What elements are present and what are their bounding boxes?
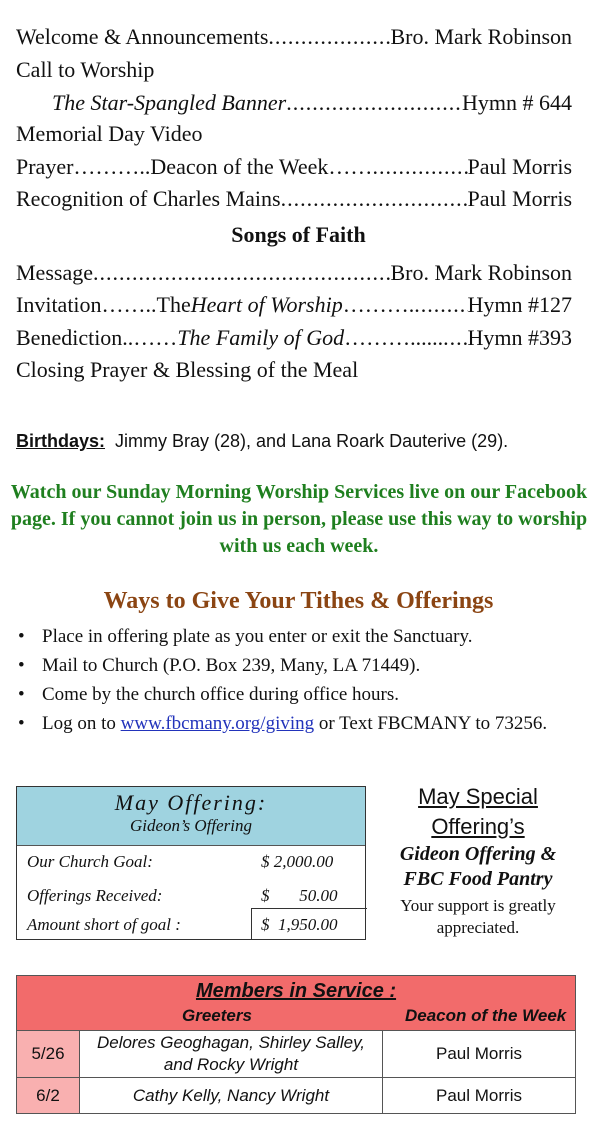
os-benediction (16, 323, 572, 353)
ways-to-give-list (16, 622, 591, 738)
members-header (17, 976, 576, 1031)
special-offering-sub-line: FBC Food Pantry (403, 868, 553, 890)
os-item-hymn: Hymn #127 (467, 292, 572, 317)
os-item-label: Prayer………..Deacon of the Week…… (16, 154, 373, 179)
os-recognition (16, 184, 572, 214)
divider (251, 908, 367, 909)
special-offering-subtitle (372, 842, 584, 892)
os-item-hymn: Hymn # 644 (462, 90, 572, 115)
table-row (17, 1031, 576, 1078)
deacon-cell: Paul Morris (383, 1031, 576, 1078)
offering-label: Our Church Goal: (27, 852, 153, 871)
bullet-icon: • (18, 684, 25, 705)
list-item (16, 622, 591, 651)
os-item-label: Memorial Day Video (16, 121, 203, 146)
may-offering-subtitle: Gideon’s Offering (130, 816, 252, 835)
bullet-icon: • (18, 655, 25, 676)
os-item-leader: Bro. Mark Robinson (390, 260, 572, 285)
os-item-label: Invitation……..The (16, 292, 191, 317)
offering-row-received (17, 881, 365, 911)
ways-to-give-title: Ways to Give Your Tithes & Offerings (103, 588, 494, 614)
list-item-text: or Text FBCMANY to 73256. (314, 713, 548, 734)
service-date: 6/2 (17, 1078, 80, 1114)
os-item-label: Closing Prayer & Blessing of the Meal (16, 357, 359, 382)
os-item-dots: ………. (342, 292, 415, 317)
os-item-label: Recognition of Charles Mains (16, 186, 281, 211)
special-offering-title-line: May Special (418, 784, 538, 809)
os-invitation (16, 290, 572, 320)
greeters-cell: Delores Geoghagan, Shirley Salley, and Rocky Wright (80, 1031, 383, 1078)
offering-value: $ 1,950.00 (261, 915, 338, 934)
list-item (16, 709, 591, 738)
songs-heading: Songs of Faith (231, 222, 366, 247)
os-item-leader: Bro. Mark Robinson (390, 24, 572, 49)
list-item-text: Mail to Church (P.O. Box 239, Many, LA 71449). (42, 655, 421, 676)
list-item-text: Log on to (42, 713, 121, 734)
os-item-dots: ………...... (344, 325, 444, 350)
os-star-spangled (52, 88, 572, 118)
os-item-label: Benediction..…… (16, 325, 178, 350)
may-offering-title: May Offering: (114, 790, 268, 815)
offering-row-goal (17, 847, 365, 877)
may-offering-table (16, 786, 366, 940)
os-welcome (16, 22, 572, 52)
special-offering-title-line: Offering’s (431, 814, 525, 839)
offering-row-short (17, 910, 365, 940)
special-offering-note: Your support is greatly appreciated. (400, 896, 556, 937)
os-item-label: Welcome & Announcements (16, 24, 269, 49)
os-item-label: Message (16, 260, 93, 285)
special-offering-title (372, 782, 584, 842)
offering-label: Offerings Received: (27, 886, 163, 905)
giving-link[interactable]: www.fbcmany.org/giving (120, 713, 315, 734)
deacon-cell: Paul Morris (383, 1078, 576, 1114)
os-memorial-video (16, 119, 572, 149)
watch-notice: Watch our Sunday Morning Worship Services live on our Facebook page. If you cannot join us in person, please use this way to worship with us each week. (10, 481, 588, 557)
os-item-hymn: Hymn #393 (467, 325, 572, 350)
os-item-song: The Family of God (177, 325, 345, 350)
greeters-cell: Cathy Kelly, Nancy Wright (80, 1078, 383, 1114)
list-item-text: Place in offering plate as you enter or exit the Sanctuary. (42, 626, 473, 647)
members-title: Members in Service : (195, 980, 397, 1002)
list-item (16, 651, 591, 680)
list-item (16, 680, 591, 709)
special-offering-sub-line: Gideon Offering & (399, 843, 557, 865)
col-deacon: Deacon of the Week (405, 1006, 567, 1025)
os-prayer (16, 152, 572, 182)
offering-value: $ 50.00 (261, 886, 338, 905)
members-header-row (17, 976, 576, 1031)
os-closing (16, 355, 572, 385)
offering-value: $ 2,000.00 (261, 852, 334, 871)
os-item-label: The Star-Spangled Banner (52, 90, 287, 115)
may-offering-header (17, 787, 365, 846)
os-item-leader: Paul Morris (467, 186, 572, 211)
birthdays (16, 431, 508, 452)
offering-label: Amount short of goal : (27, 915, 181, 934)
col-greeters: Greeters (182, 1006, 252, 1025)
os-call-to-worship (16, 55, 572, 85)
birthdays-text: Jimmy Bray (28), and Lana Roark Dauterive (29). (115, 431, 509, 451)
birthdays-label: Birthdays: (16, 431, 106, 451)
bullet-icon: • (18, 713, 25, 734)
divider (251, 908, 252, 940)
list-item-text: Come by the church office during office hours. (42, 684, 400, 705)
table-row (17, 1078, 576, 1114)
os-item-label: Call to Worship (16, 57, 155, 82)
service-date: 5/26 (17, 1031, 80, 1078)
os-item-leader: Paul Morris (467, 154, 572, 179)
os-message (16, 258, 572, 288)
members-in-service-table (16, 975, 576, 1114)
os-item-song: Heart of Worship (190, 292, 343, 317)
bullet-icon: • (18, 626, 25, 647)
